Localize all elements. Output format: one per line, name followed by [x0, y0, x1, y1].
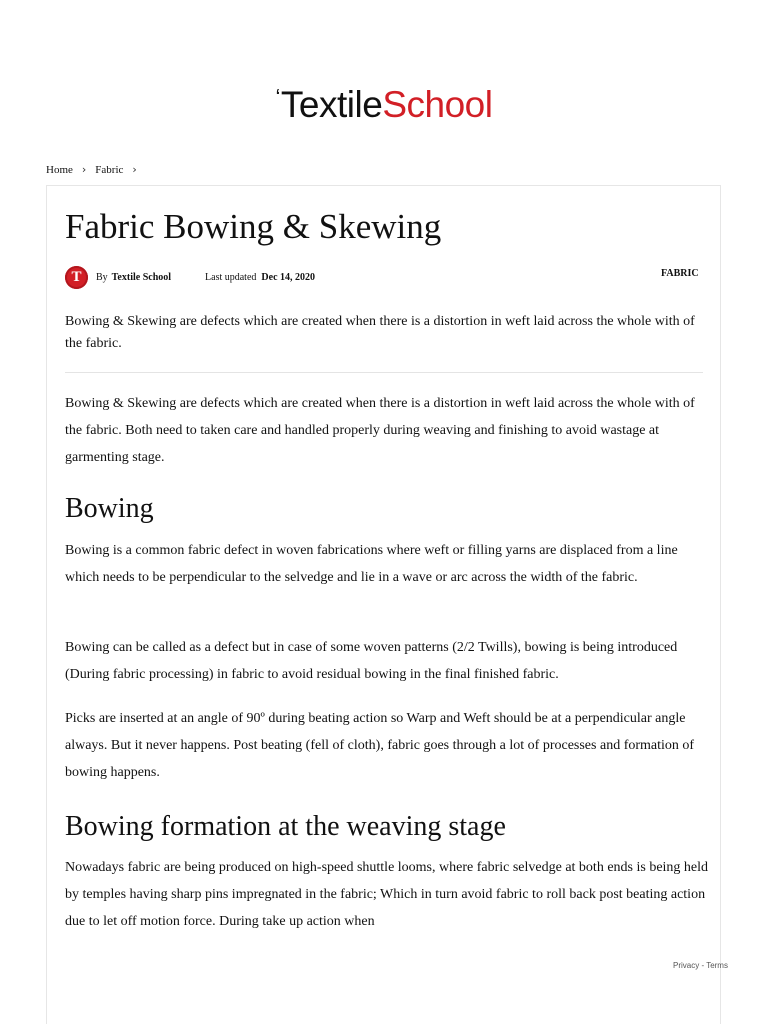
category-link[interactable]: FABRIC [661, 268, 699, 279]
article-title: Fabric Bowing & Skewing [65, 207, 442, 246]
bowing-paragraph-1: Bowing is a common fabric defect in woven fabrications where weft or filling yarns are displaced from a line which needs to be perpendicular to the selvedge and lie in a wave or arc across the width of the fabric. [65, 543, 678, 585]
site-logo[interactable] [0, 76, 768, 127]
bowing-paragraph-2: Bowing can be called as a defect but in case of some woven patterns (2/2 Twills), bowing is being introduced (During fabric processing) in fabric to avoid residual bowing in the final finished fabric. [65, 640, 678, 682]
logo-text-school: School [382, 84, 493, 125]
logo-mark-icon: ʻ [275, 85, 280, 110]
bowing-paragraph-3: Picks are inserted at an angle of 90º during beating action so Warp and Weft should be at a perpendicular angle always. But it never happens. Post beating (fell of cloth), fabric goes through a lot of processes and formation of bowing happens. [65, 711, 695, 780]
chevron-right-icon: › [81, 163, 87, 176]
divider [65, 372, 703, 373]
article-meta [65, 266, 315, 289]
author-link[interactable]: Textile School [111, 272, 172, 283]
formation-paragraph-1: Nowadays fabric are being produced on high-speed shuttle looms, where fabric selvedge at both ends is being held by temples having sharp pins impregnated in the fabric; Which in turn avoid fabric to roll back post beating action due to let off motion force. During take up action when [65, 860, 709, 929]
breadcrumb-fabric-link[interactable]: Fabric [95, 163, 124, 176]
article-excerpt: Bowing & Skewing are defects which are created when there is a distortion in weft laid across the whole with of the fabric. [65, 314, 695, 351]
last-updated-date: Dec 14, 2020 [261, 272, 316, 283]
intro-paragraph: Bowing & Skewing are defects which are created when there is a distortion in weft laid across the whole with of the fabric. Both need to taken care and handled properly during weaving and finishing to avoid wastage at garmenting stage. [65, 396, 695, 465]
privacy-terms-link[interactable]: Privacy - Terms [673, 961, 728, 970]
breadcrumb-home-link[interactable]: Home [46, 163, 73, 176]
breadcrumb [46, 163, 146, 176]
logo-text-textile: Textile [280, 84, 383, 125]
last-updated-label: Last updated [205, 272, 257, 283]
section-heading-bowing-formation: Bowing formation at the weaving stage [65, 811, 506, 842]
author-avatar[interactable]: T [65, 266, 88, 289]
chevron-right-icon: › [132, 163, 137, 176]
by-label: By [96, 272, 108, 283]
section-heading-bowing: Bowing [65, 493, 154, 524]
